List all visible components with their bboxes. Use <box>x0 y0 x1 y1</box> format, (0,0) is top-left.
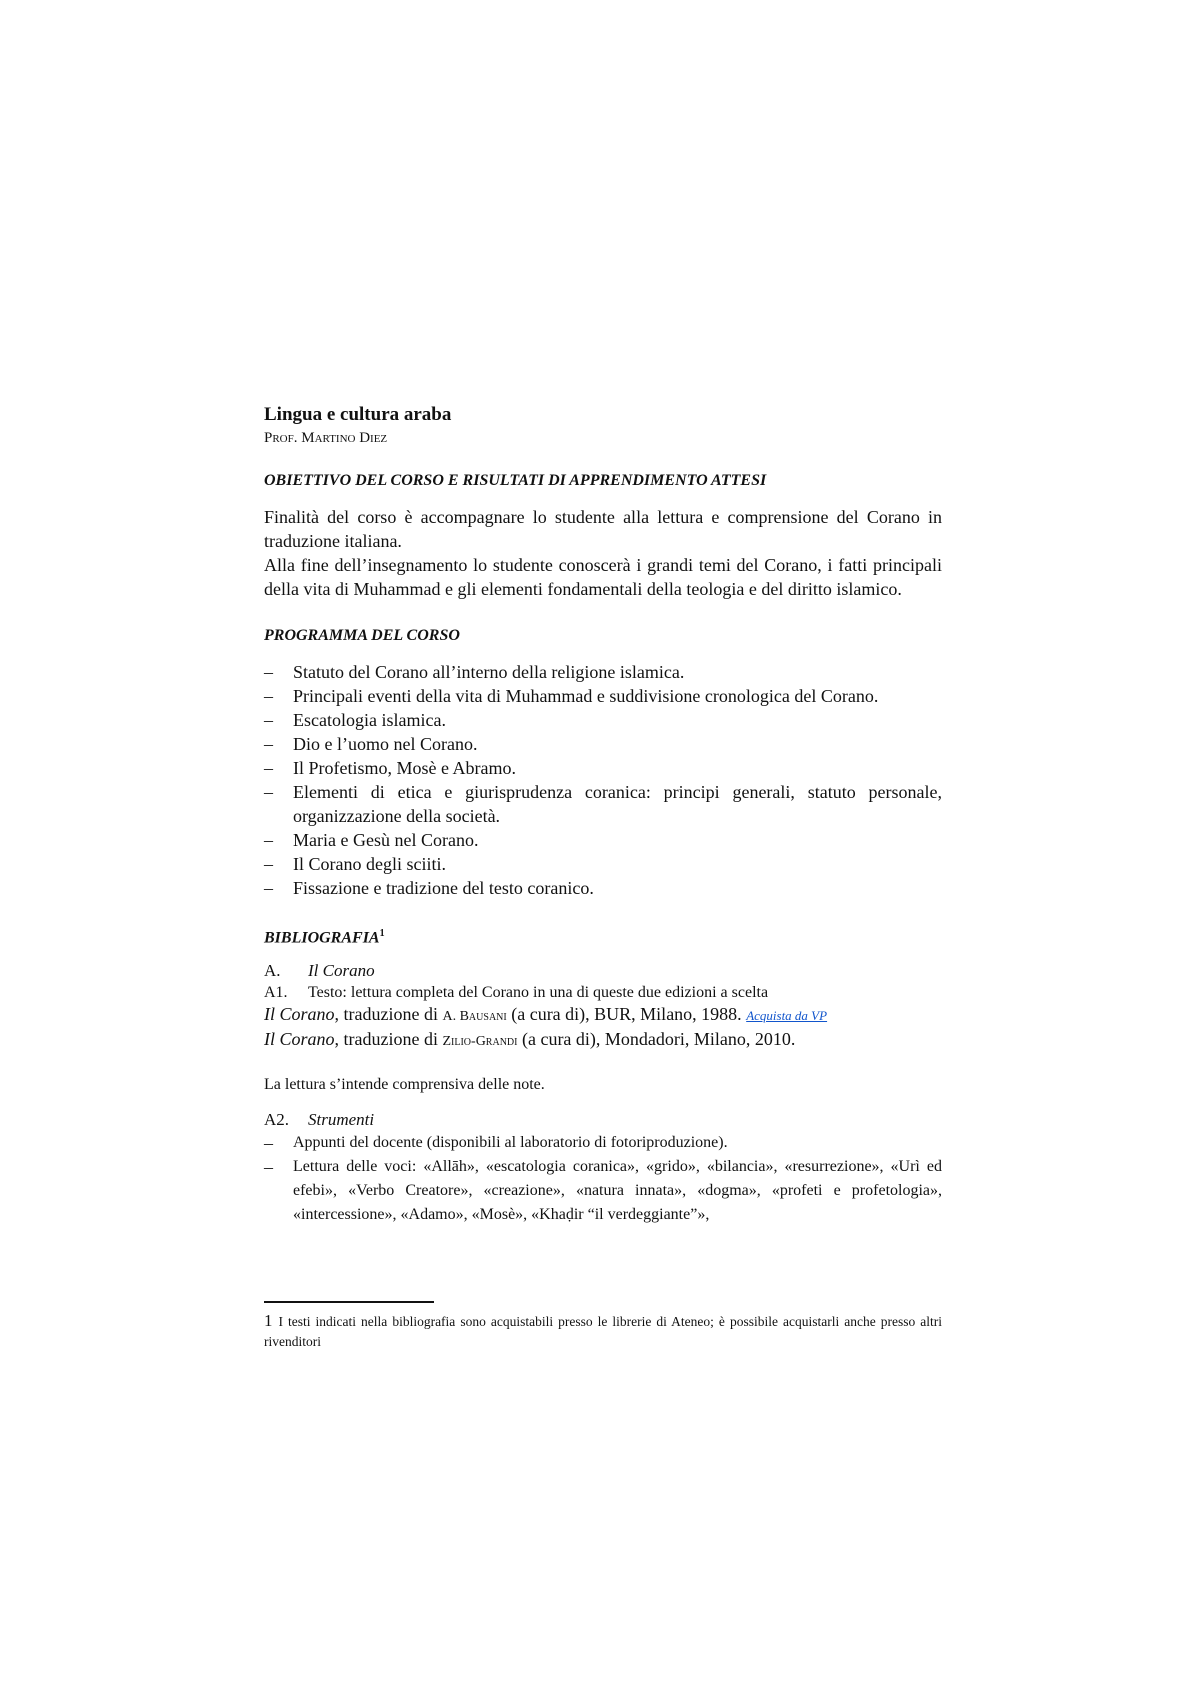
edition-title: Il Corano <box>264 1004 335 1025</box>
program-item <box>264 780 942 828</box>
edition-title: Il Corano <box>264 1029 335 1050</box>
program-item <box>264 708 942 732</box>
program-item-text: Il Profetismo, Mosè e Abramo. <box>293 758 516 778</box>
professor-name: Prof. Martino Diez <box>264 430 388 446</box>
edition-bausani <box>264 1003 942 1028</box>
edition-prefix: , traduzione di <box>334 1004 443 1025</box>
tools-list <box>264 1131 942 1227</box>
edition-prefix: , traduzione di <box>334 1029 443 1050</box>
bibliography-heading <box>264 924 942 948</box>
objectives-heading: OBIETTIVO DEL CORSO E RISULTATI DI APPRENDIMENTO ATTESI <box>264 472 767 489</box>
section-a-label: A. <box>264 961 281 981</box>
bullet-dash: – <box>264 830 273 850</box>
tools-item-text: Appunti del docente (disponibili al laboratorio di fotoriproduzione). <box>293 1134 728 1152</box>
objectives-paragraph-1: Finalità del corso è accompagnare lo studente alla lettura e comprensione del Corano in traduzione italiana. <box>264 507 942 551</box>
bullet-dash: – <box>264 782 273 802</box>
tools-item <box>264 1155 942 1227</box>
section-a1-label: A1. <box>264 984 288 1002</box>
bullet-dash: – <box>264 758 273 778</box>
section-a2-title: Strumenti <box>308 1110 375 1130</box>
reading-note: La lettura s’intende comprensiva delle note. <box>264 1076 545 1094</box>
bullet-dash: – <box>264 1133 273 1154</box>
program-item-text: Statuto del Corano all’interno della religione islamica. <box>293 662 685 682</box>
program-item <box>264 756 942 780</box>
section-a1 <box>264 982 942 1003</box>
course-title: Lingua e cultura araba <box>264 404 452 425</box>
footnote-text: I testi indicati nella bibliografia sono acquistabili presso le librerie di Ateneo; è possibile acquistarli anche presso altri rivenditori <box>264 1314 942 1349</box>
tools-item-text: Lettura delle voci: «Allāh», «escatologia coranica», «grido», «bilancia», «resurrezione», «Urì ed efebi», «Verbo Creatore», «creazione», «natura innata», «dogma», «profeti e profetologia», «intercessione», «Adamo», «Mosè», «Khaḍir “il verdeggiante”», <box>293 1158 942 1224</box>
program-item <box>264 828 942 852</box>
section-a-title: Il Corano <box>308 961 375 981</box>
bullet-dash: – <box>264 1157 273 1178</box>
bullet-dash: – <box>264 710 273 730</box>
section-a1-text: Testo: lettura completa del Corano in una di queste due edizioni a scelta <box>308 984 769 1002</box>
program-item <box>264 852 942 876</box>
program-item-text: Escatologia islamica. <box>293 710 446 730</box>
footnote <box>264 1311 942 1352</box>
footnote-separator <box>264 1301 434 1303</box>
program-item <box>264 660 942 684</box>
buy-link[interactable]: Acquista da VP <box>746 1008 828 1024</box>
program-item-text: Principali eventi della vita di Muhammad e suddivisione cronologica del Corano. <box>293 686 879 706</box>
edition-zilio-grandi <box>264 1028 942 1053</box>
footnote-ref[interactable]: 1 <box>379 928 385 939</box>
edition-editor: Zilio-Grandi <box>442 1034 518 1050</box>
program-item-text: Maria e Gesù nel Corano. <box>293 830 479 850</box>
bibliography-heading-text: BIBLIOGRAFIA <box>264 929 380 947</box>
edition-editor: A. Bausani <box>442 1009 507 1025</box>
tools-item <box>264 1131 942 1155</box>
edition-suffix: (a cura di), BUR, Milano, 1988. <box>506 1004 747 1025</box>
program-heading: PROGRAMMA DEL CORSO <box>264 627 460 644</box>
bullet-dash: – <box>264 734 273 754</box>
document-page <box>264 404 942 1227</box>
program-item <box>264 732 942 756</box>
bullet-dash: – <box>264 854 273 874</box>
program-item-text: Il Corano degli sciiti. <box>293 854 446 874</box>
program-list <box>264 660 942 900</box>
program-item <box>264 876 942 900</box>
program-item-text: Fissazione e tradizione del testo coranico. <box>293 878 594 898</box>
bullet-dash: – <box>264 878 273 898</box>
footnote-number: 1 <box>264 1311 273 1330</box>
program-item <box>264 684 942 708</box>
section-a2-label: A2. <box>264 1110 290 1130</box>
edition-suffix: (a cura di), Mondadori, Milano, 2010. <box>517 1029 796 1050</box>
bullet-dash: – <box>264 686 273 706</box>
bullet-dash: – <box>264 662 273 682</box>
program-item-text: Elementi di etica e giurisprudenza coranica: principi generali, statuto personale, organizzazione della società. <box>293 782 942 826</box>
section-a2 <box>264 1109 942 1131</box>
program-item-text: Dio e l’uomo nel Corano. <box>293 734 478 754</box>
section-a <box>264 960 942 982</box>
objectives-paragraph-2: Alla fine dell’insegnamento lo studente conoscerà i grandi temi del Corano, i fatti principali della vita di Muhammad e gli elementi fondamentali della teologia e del diritto islamico. <box>264 555 942 599</box>
